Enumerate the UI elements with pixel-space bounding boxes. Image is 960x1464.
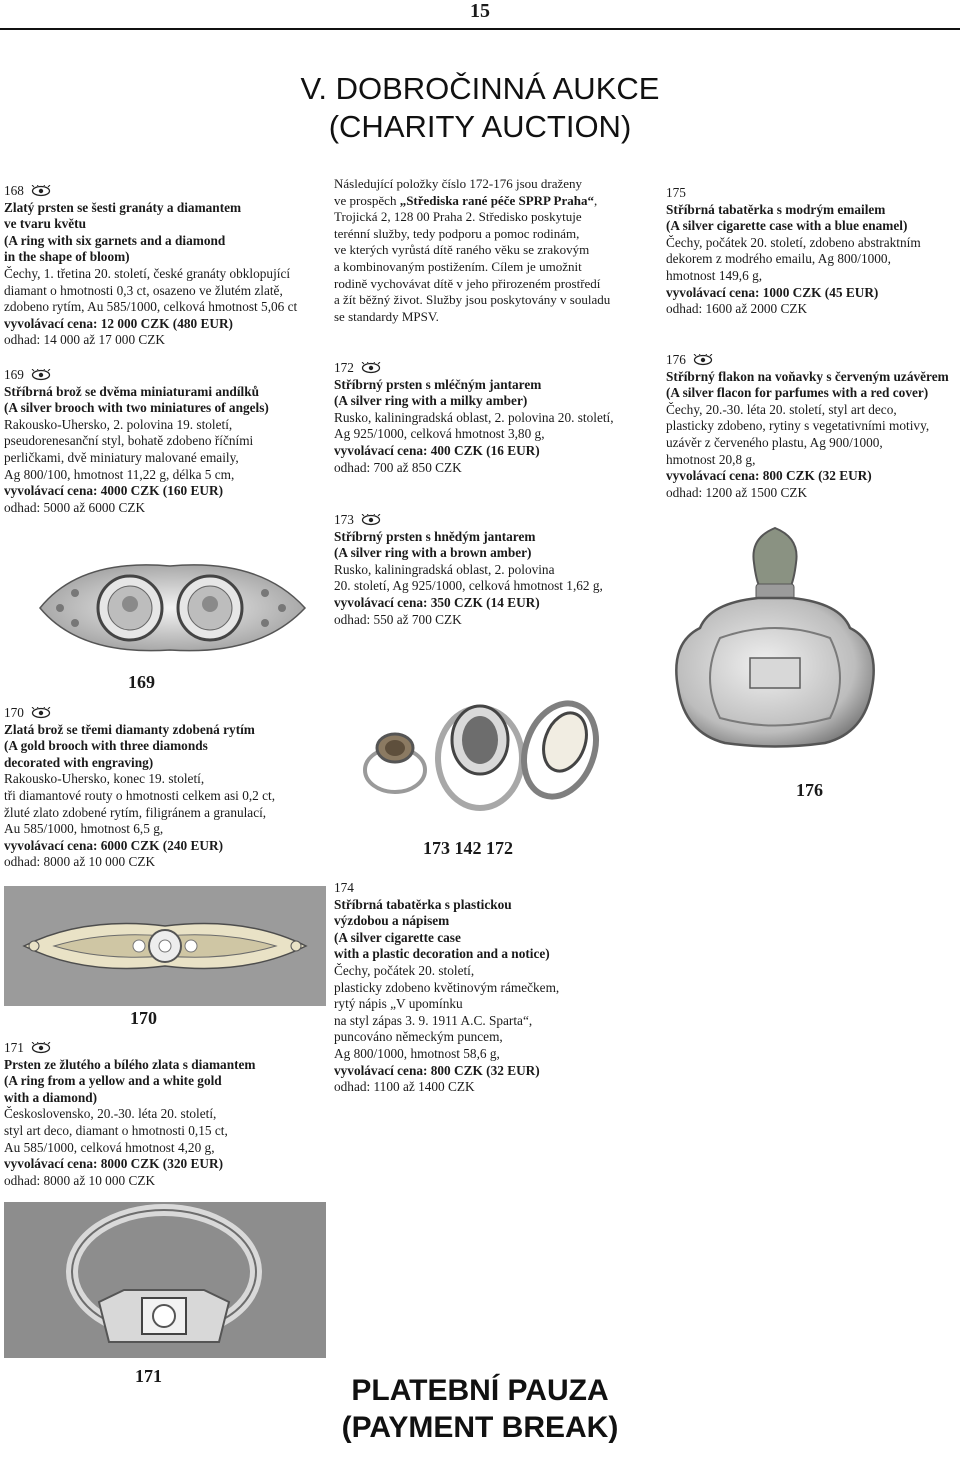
lot-estimate: odhad: 1100 až 1400 CZK: [334, 1079, 475, 1095]
eye-icon: [360, 514, 382, 526]
lot-desc: plasticky zdobeno květinovým rámečkem,: [334, 979, 560, 995]
lot-168: [4, 183, 304, 349]
lot-169: [4, 367, 304, 516]
lot-desc: Ag 800/1000, hmotnost 58,6 g,: [334, 1045, 500, 1061]
lot-desc: Rakousko-Uhersko, konec 19. století,: [4, 771, 205, 787]
lot-estimate: odhad: 700 až 850 CZK: [334, 459, 462, 475]
lot-desc: Československo, 20.-30. léta 20. století,: [4, 1106, 217, 1122]
intro-text: Následující položky číslo 172-176 jsou draženy: [334, 176, 583, 191]
lot-desc: diamant o hmotnosti 0,3 ct, osazeno ve žlutém zlatě,: [4, 282, 283, 298]
lot-desc: 20. století, Ag 925/1000, celková hmotnost 1,62 g,: [334, 578, 603, 594]
lot-173: [334, 512, 654, 628]
lot-title-en: (A silver brooch with two miniatures of angels): [4, 400, 269, 416]
lot-title-en: (A gold brooch with three diamonds: [4, 738, 208, 754]
lot-172: [334, 360, 654, 476]
lot-title-en: (A silver ring with a brown amber): [334, 545, 532, 561]
photo-caption: 169: [128, 672, 155, 692]
lot-estimate: odhad: 8000 až 10 000 CZK: [4, 1172, 156, 1188]
lot-price: vyvolávací cena: 8000 CZK (320 EUR): [4, 1156, 224, 1172]
lot-price: vyvolávací cena: 800 CZK (32 EUR): [666, 468, 872, 484]
lot-desc: dekorem z modrého emailu, Ag 800/1000,: [666, 251, 891, 267]
lot-desc: Rusko, kaliningradská oblast, 2. polovina 20. století,: [334, 409, 614, 425]
ring-171-photo: [4, 1202, 326, 1358]
lot-175: [666, 185, 960, 318]
lot-desc: puncováno německým puncem,: [334, 1029, 503, 1045]
lot-title-cs: Stříbrná tabatěrka s plastickou: [334, 896, 512, 912]
lot-171: [4, 1040, 304, 1189]
lot-desc: žluté zlato zdobené rytím, filigránem a granulací,: [4, 804, 267, 820]
intro-text: Trojická 2, 128 00 Praha 2. Středisko poskytuje: [334, 209, 582, 225]
section-title: [0, 70, 960, 146]
lot-desc: styl art deco, diamant o hmotnosti 0,15 ct,: [4, 1122, 228, 1138]
lot-174: [334, 880, 654, 1096]
lot-price: vyvolávací cena: 1000 CZK (45 EUR): [666, 284, 879, 300]
payment-break: [320, 1372, 640, 1446]
header-rule: [0, 28, 960, 30]
lot-number: 172: [334, 360, 354, 375]
lot-title-en: with a diamond): [4, 1089, 98, 1105]
lot-desc: Čechy, 20.-30. léta 20. století, styl art deco,: [666, 401, 897, 417]
lot-desc: pseudorenesanční styl, bohatě zdobeno říčními: [4, 433, 254, 449]
intro-text: terénní služby, tedy podporu a pomoc rodinám,: [334, 225, 580, 241]
lot-desc: Rakousko-Uhersko, 2. polovina 19. století,: [4, 416, 233, 432]
brooch-169-photo: [20, 538, 320, 668]
lot-desc: rytý nápis „V upomínku: [334, 996, 463, 1012]
lot-number: 170: [4, 705, 24, 720]
lot-number: 168: [4, 183, 24, 198]
charity-intro: [334, 176, 654, 325]
lot-title-cs: Prsten ze žlutého a bílého zlata s diamantem: [4, 1056, 256, 1072]
beneficiary-name: „Střediska rané péče SPRP Praha“: [399, 192, 594, 208]
lot-number: 171: [4, 1040, 24, 1055]
lot-title-en: (A silver flacon for parfumes with a red cover): [666, 385, 929, 401]
intro-text: se standardy MPSV.: [334, 308, 439, 324]
lot-desc: uzávěr z červeného plastu, Ag 900/1000,: [666, 434, 883, 450]
intro-text: rodině vychovávat dítě v jeho přirozeném prostředí: [334, 275, 601, 291]
lot-title-cs: Stříbrný prsten s mléčným jantarem: [334, 376, 542, 392]
lot-desc: Ag 800/100, hmotnost 11,22 g, délka 5 cm,: [4, 466, 235, 482]
lot-desc: Čechy, počátek 20. století, zdobeno abstraktním: [666, 234, 921, 250]
lot-title-cs: ve tvaru květu: [4, 216, 86, 232]
rings-photo: [340, 680, 630, 830]
lot-desc: Au 585/1000, hmotnost 6,5 g,: [4, 821, 164, 837]
lot-title-cs: Stříbrný flakon na voňavky s červeným uzávěrem: [666, 368, 949, 384]
intro-text: ve prospěch: [334, 192, 400, 208]
intro-text: a kombinovaným postižením. Cílem je umožnit: [334, 258, 582, 274]
lot-number: 175: [666, 185, 686, 200]
lot-price: vyvolávací cena: 12 000 CZK (480 EUR): [4, 315, 233, 331]
intro-text: a žít běžný život. Služby jsou poskytovány v souladu: [334, 292, 611, 308]
lot-176: [666, 352, 960, 501]
lot-desc: zdobeno rytím, Au 585/1000, celková hmotnost 5,06 ct: [4, 299, 298, 315]
eye-icon: [30, 1042, 52, 1054]
lot-number: 169: [4, 367, 24, 382]
section-title-line1: V. DOBROČINNÁ AUKCE: [300, 71, 660, 106]
lot-desc: Au 585/1000, celková hmotnost 4,20 g,: [4, 1139, 215, 1155]
lot-title-cs: Stříbrná tabatěrka s modrým emailem: [666, 201, 886, 217]
photo-caption: 176: [796, 780, 823, 800]
lot-estimate: odhad: 14 000 až 17 000 CZK: [4, 332, 166, 348]
lot-price: vyvolávací cena: 350 CZK (14 EUR): [334, 594, 540, 610]
lot-desc: plasticky zdobeno, rytiny s vegetativními motivy,: [666, 418, 930, 434]
lot-title-en: (A ring with six garnets and a diamond: [4, 232, 226, 248]
lot-title-cs: výzdobou a nápisem: [334, 913, 450, 929]
photo-caption: 171: [135, 1366, 162, 1386]
lot-desc: Čechy, 1. třetina 20. století, české granáty obklopující: [4, 265, 291, 281]
lot-number: 176: [666, 352, 686, 367]
intro-text: ,: [593, 192, 598, 208]
lot-desc: na styl zápas 3. 9. 1911 A.C. Sparta“,: [334, 1012, 533, 1028]
lot-desc: Čechy, počátek 20. století,: [334, 962, 475, 978]
payment-break-line2: (PAYMENT BREAK): [341, 1411, 619, 1444]
lot-title-en: (A ring from a yellow and a white gold: [4, 1073, 222, 1089]
lot-price: vyvolávací cena: 6000 CZK (240 EUR): [4, 837, 224, 853]
lot-estimate: odhad: 1200 až 1500 CZK: [666, 484, 808, 500]
lot-desc: tři diamantové routy o hmotnosti celkem asi 0,2 ct,: [4, 787, 276, 803]
lot-estimate: odhad: 5000 až 6000 CZK: [4, 499, 146, 515]
eye-icon: [692, 354, 714, 366]
lot-desc: hmotnost 149,6 g,: [666, 267, 763, 283]
photo-caption: 170: [130, 1008, 157, 1028]
eye-icon: [30, 707, 52, 719]
eye-icon: [30, 369, 52, 381]
lot-title-en: (A silver cigarette case with a blue enamel): [666, 218, 908, 234]
lot-desc: Ag 925/1000, celková hmotnost 3,80 g,: [334, 426, 545, 442]
lot-title-en: (A silver cigarette case: [334, 929, 461, 945]
lot-170: [4, 705, 304, 871]
flacon-176-photo: [660, 518, 900, 768]
intro-text: ve kterých vyrůstá dítě raného věku se zrakovým: [334, 242, 590, 258]
eye-icon: [360, 362, 382, 374]
eye-icon: [30, 185, 52, 197]
lot-title-cs: Stříbrný prsten s hnědým jantarem: [334, 528, 536, 544]
lot-title-cs: Zlatá brož se třemi diamanty zdobená rytím: [4, 721, 255, 737]
intro-text: [334, 193, 654, 210]
lot-desc: perličkami, dvě miniatury malované emaily,: [4, 449, 239, 465]
lot-estimate: odhad: 550 až 700 CZK: [334, 611, 462, 627]
lot-title-cs: Zlatý prsten se šesti granáty a diamantem: [4, 199, 242, 215]
lot-estimate: odhad: 1600 až 2000 CZK: [666, 301, 808, 317]
lot-estimate: odhad: 8000 až 10 000 CZK: [4, 854, 156, 870]
lot-title-cs: Stříbrná brož se dvěma miniaturami andílků: [4, 383, 260, 399]
lot-desc: Rusko, kaliningradská oblast, 2. polovina: [334, 561, 555, 577]
photo-caption: 173 142 172: [423, 838, 513, 858]
lot-price: vyvolávací cena: 800 CZK (32 EUR): [334, 1062, 540, 1078]
lot-number: 174: [334, 880, 354, 895]
lot-title-en: decorated with engraving): [4, 754, 154, 770]
brooch-170-photo: [4, 886, 326, 1006]
payment-break-line1: PLATEBNÍ PAUZA: [351, 1374, 609, 1407]
lot-number: 173: [334, 512, 354, 527]
lot-desc: hmotnost 20,8 g,: [666, 451, 756, 467]
lot-price: vyvolávací cena: 4000 CZK (160 EUR): [4, 483, 224, 499]
page-number: 15: [470, 0, 490, 22]
lot-title-en: with a plastic decoration and a notice): [334, 946, 550, 962]
lot-title-en: in the shape of bloom): [4, 249, 130, 265]
section-title-line2: (CHARITY AUCTION): [328, 109, 632, 144]
lot-price: vyvolávací cena: 400 CZK (16 EUR): [334, 442, 540, 458]
lot-title-en: (A silver ring with a milky amber): [334, 393, 528, 409]
